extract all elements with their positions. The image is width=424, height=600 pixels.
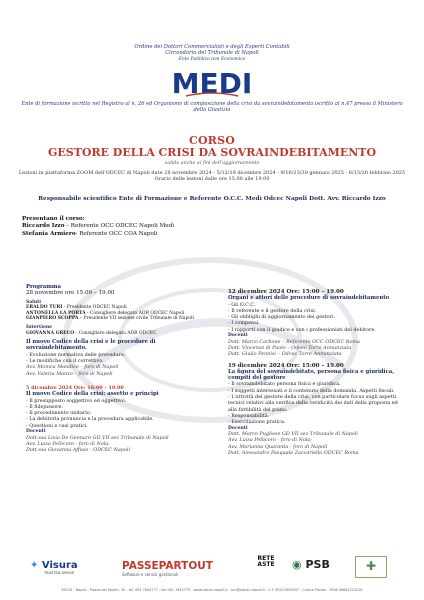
topic-4-speaker: Dott. Alessandro Pasquale Zaccariello ODCEC Roma [228, 450, 359, 457]
presenter-role: – Referente OCC ODCEC Napoli Medì [64, 223, 174, 230]
presenter-item [22, 223, 174, 230]
saluti-role: - Presidente ODCEC Napoli [62, 305, 127, 311]
topic-3-title: Organi e attori delle procedure di sovraindebitamento [228, 295, 390, 302]
topic-2-speaker: Avv. Luisa Pellicoro - foro di Nola; [26, 440, 110, 447]
topic-3-speaker: Dott. Vincenzo di Paolo – Odcec Torre Annunziata [228, 344, 352, 351]
docenti-heading: Docenti [228, 333, 248, 339]
intervene-name: GIOVANNA GRECO [26, 330, 75, 336]
validity-note: valido anche ai fini dell'aggiornamento [164, 161, 260, 166]
saluti-role: – Presidente VII sezione civile Tribunale di Napoli [78, 316, 194, 322]
topic-4-item: - Il sovraindebitato persona fisica e giuridica. [228, 381, 341, 388]
psb-icon: ◉ [292, 558, 302, 571]
presenters-heading: Presentano il corso: [22, 216, 85, 222]
address-footer: 80133 - Napoli - Piazza dei Martiri, 30 - tel. 081 7643777 - fax 081 7643779 - www.odcec.napoli.it - occ@odcec.napoli.it - C.F. 95207890637 - Codice Fiscale - P.IVA 06661221216 [61, 588, 363, 592]
sponsor-passepartout [122, 560, 213, 577]
intervene-heading: Interviene [26, 324, 53, 330]
left-column [26, 284, 214, 454]
sponsor-badge-icon [355, 556, 387, 578]
topic-3-item: - Gli O.C.C. [228, 301, 256, 308]
topic-3-speaker: Dott. Marco Carbone – Referente OCC ODCEC Roma [228, 338, 360, 345]
topic-4-item: - L'attività del gestore della crisi, con particolare focus sugli aspetti tecnici relativi alla verifica della veridicità dei dati della proposta ed alla fattibilità del piano. [228, 394, 398, 413]
sponsor-rete-aste: RETE ASTE [257, 555, 275, 568]
right-column [228, 289, 406, 456]
course-title: GESTORE DELLA CRISI DA SOVRAINDEBITAMENTO [47, 146, 377, 159]
docenti-heading: Docenti [228, 425, 248, 431]
lessons-hours: Orario delle lezioni dalle ore 15.00 alle 19.00 [154, 176, 270, 183]
topic-2-speaker: Dott.ssa Giovanna Affuso - ODCEC Napoli [26, 447, 131, 454]
topic-4-speaker: Avv. Marianna Quaranta - foro di Napoli [228, 443, 328, 450]
course-label: CORSO [188, 134, 235, 147]
topic-2-item: - Il fidejussore. [26, 403, 63, 410]
topic-3-item: - Il referente e il gestore della crisi. [228, 307, 317, 314]
presenter-role: - Referente OCC COA Napoli [75, 230, 158, 237]
intervene-role: - Consigliere delegato ADR ODCEC [74, 330, 157, 336]
medi-logo [171, 66, 253, 100]
lessons-info [0, 170, 424, 183]
topic-4-item: - Esercitazione pratica. [228, 419, 286, 426]
sponsor-psb [292, 558, 330, 571]
topic-2-title: Il nuovo Codice della crisi: assetto e principi [26, 391, 159, 398]
presenter-name: Stefania Armiero [22, 230, 76, 237]
saluti-item [26, 316, 214, 322]
scientific-responsible: Responsabile scientifico Ente di Formazione e Referente O.C.C. Medì Odcec Napoli Dott. Avv. Riccardo Izzo [38, 196, 386, 202]
topic-4-speaker: Dott. Marco Pugliese GD VII sez Tribunale di Napoli [228, 431, 358, 438]
topic-4-item: - Responsabilità. [228, 412, 270, 419]
session-date-2: 5 dicembre 2024 Ore: 16:00 – 19.00 [26, 384, 124, 391]
topic-3-item: - I compensi. [228, 320, 260, 327]
badge-mark: ✚ [365, 559, 377, 573]
presenters [22, 216, 174, 238]
header-org [0, 44, 424, 63]
topic-4-item: - I soggetti interessati e il contenuto della domanda. Aspetti fiscali. [228, 387, 395, 394]
topic-2-item: - Questioni e casi pratici. [26, 422, 89, 429]
visura-sub: TRUSTED GROUP [44, 571, 75, 575]
topic-3-item: - Gli obblighi di aggiornamento dei gestori. [228, 314, 336, 321]
topic-3-speaker: Dott. Giulio Pennisi – Odcec Torre Annunziata [228, 351, 342, 358]
topic-2-item: - Il procedimento unitario. [26, 410, 92, 417]
topic-2-speaker: Dott.ssa Livia De Gennaro GD VII sez Tribunale di Napoli [26, 434, 169, 441]
saluti-role: - Consigliere delegato ADR ODCEC Napoli [85, 310, 185, 316]
saluti-name: GIANPIERO SCOPPA [26, 316, 79, 322]
lessons-dates: Lezioni in piattaforma ZOOM dell'ODCEC di Napoli date 28 novembre 2024 - 5/12/19 dicembre 2024 - 9/16/23/30 gennaio 2025 - 6/13/20 febbraio 2025 [18, 170, 406, 176]
session-date-3: 12 dicembre 2024 Ore: 15:00 – 19.00 [228, 289, 344, 295]
passepartout-sub: Software e servizi gestionali [122, 572, 179, 577]
session-date-4: 19 dicembre 2024 Ore: 15:00 – 19.00 [228, 362, 344, 369]
saluti-name: ANTONELLA LA PORTA [26, 310, 86, 316]
visura-icon: ✦ [30, 560, 39, 571]
topic-1-item: - Evoluzione normativa delle procedure. [26, 351, 126, 358]
presenter-name: Riccardo Izzo [22, 223, 65, 230]
saluti-name: ERALDO TURI [26, 305, 63, 311]
visura-label: Visura [41, 560, 78, 571]
svg-text:MEDI: MEDI [171, 67, 253, 100]
topic-4-speaker: Avv. Luisa Pellicoro - foro di Nola; [228, 437, 312, 444]
accreditation-text: Ente di formazione iscritto nel Registro al n. 26 ed Organismo di composizione della crisi da sovraindebitamento iscritto al n.47 presso il Ministero della Giustizia [21, 101, 403, 114]
topic-1-title: Il nuovo Codice della crisi e le procedure di sovraindebitamento. [26, 339, 156, 352]
org-name: Ordine dei Dottori Commercialisti e degli Esperti Contabili [134, 44, 290, 50]
saluti-heading: Saluti [26, 299, 41, 305]
psb-label: PSB [305, 558, 330, 571]
topic-1-item: - Le modifiche con il correttivo. [26, 358, 104, 365]
topic-1-speaker: Avv. Valeria Manzo – foro di Napoli [26, 370, 113, 377]
passepartout-label: PASSEPARTOUT [122, 560, 213, 572]
topic-1-speaker: Avv. Monica Mandico – foro di Napoli [26, 364, 119, 371]
topic-3-item: - I rapporti con il giudice e con i professionisti del debitore. [228, 326, 376, 333]
docenti-heading: Docenti [26, 429, 46, 435]
topic-2-item: - La debitoria pronuncia e la procedura applicabile. [26, 416, 154, 423]
session-date-1: 28 novembre ore 15.00 – 19.00 [26, 290, 115, 297]
topic-2-item: - Il presupposto soggettivo ed oggettivo. [26, 397, 127, 404]
org-circondario: Circondario del Tribunale di Napoli [165, 50, 259, 57]
program-heading: Programma [26, 284, 61, 290]
topic-4-title: La figura del sovraindebitato, persona fisica e giuridica, compiti del gestore [228, 368, 395, 382]
org-type: Ente Pubblico non Economico [178, 56, 246, 62]
presenter-item [22, 231, 174, 238]
sponsor-visura [30, 560, 78, 575]
